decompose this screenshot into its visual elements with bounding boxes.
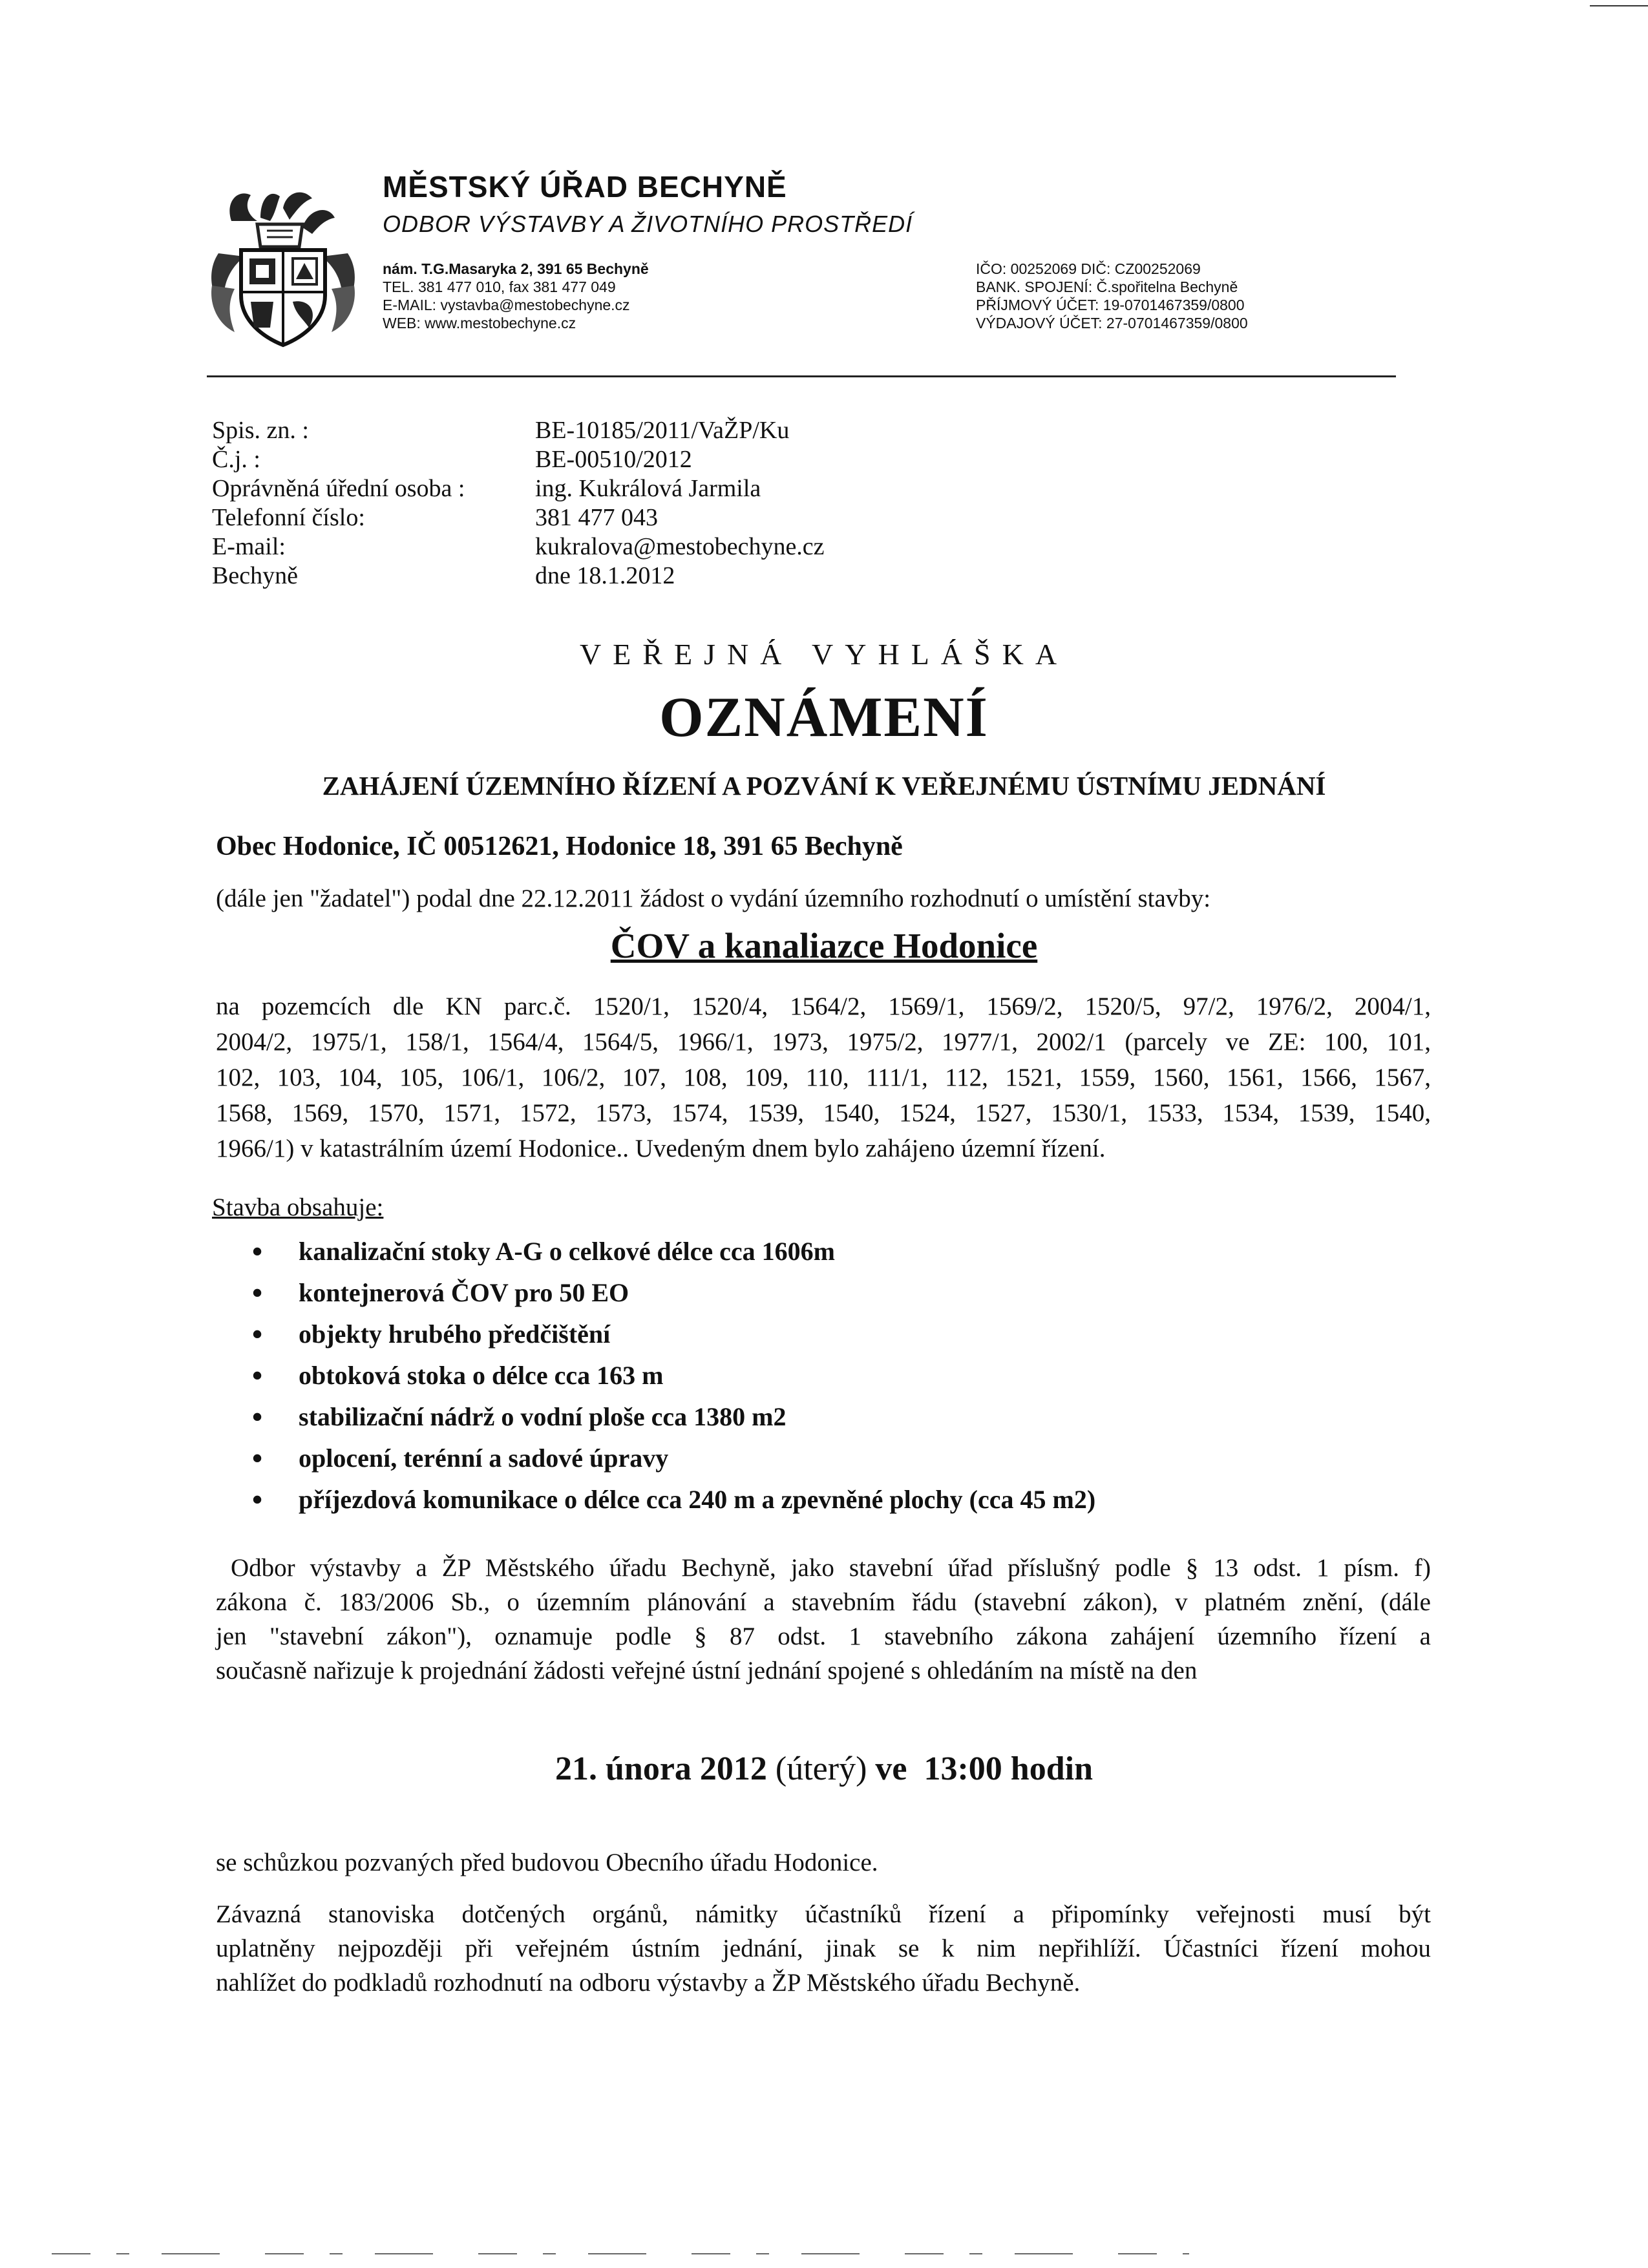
office-phone: TEL. 381 477 010, fax 381 477 049 [383, 278, 616, 295]
hearing-time: 13:00 hodin [924, 1750, 1093, 1787]
scope-item: • oplocení, terénní a sadové úpravy [252, 1442, 1095, 1484]
parcels-paragraph [216, 989, 1431, 1166]
scope-heading: Stavba obsahuje: [212, 1193, 384, 1221]
expense-account: VÝDAJOVÝ ÚČET: 27-0701467359/0800 [976, 315, 1248, 331]
scan-edge-line [1590, 5, 1648, 6]
paragraph-line: nahlížet do podkladů rozhodnutí na odboru výstavby a ŽP Městského úřadu Bechyně. [216, 1969, 1081, 1997]
reference-value: dne 18.1.2012 [535, 562, 675, 589]
scope-item: • stabilizační nádrž o vodní ploše cca 1380 m2 [252, 1401, 1095, 1442]
paragraph-line: jen "stavební zákon"), oznamuje podle § 87 odst. 1 stavebního zákona zahájení územního řízení a [216, 1622, 1431, 1650]
office-address: nám. T.G.Masaryka 2, 391 65 Bechyně [383, 260, 649, 277]
header-divider [207, 375, 1396, 377]
paragraph-line: současně nařizuje k projednání žádosti veřejné ústní jednání spojené s ohledáním na místě na den [216, 1657, 1198, 1685]
reference-label: Bechyně [212, 562, 298, 589]
scope-item: • kanalizační stoky A-G o celkové délce cca 1606m [252, 1235, 1095, 1277]
decision-paragraph [216, 1551, 1431, 1688]
parcels-line: 2004/2, 1975/1, 158/1, 1564/4, 1564/5, 1966/1, 1973, 1975/2, 1977/1, 2002/1 (parcely ve ZE: 100, 101, [216, 1028, 1431, 1056]
scope-item: • obtoková stoka o délce cca 163 m [252, 1360, 1095, 1401]
reference-label: Spis. zn. : [212, 417, 309, 444]
income-account: PŘÍJMOVÝ ÚČET: 19-0701467359/0800 [976, 297, 1245, 313]
paragraph-line: uplatněny nejpozději při veřejném ústním jednání, jinak se k nim nepřihlíží. Účastníci řízení mohou [216, 1935, 1431, 1962]
paragraph-line: Odbor výstavby a ŽP Městského úřadu Bechyně, jako stavební úřad příslušný podle § 13 odst. 1 písm. f) [216, 1554, 1431, 1582]
scope-list [252, 1235, 1095, 1525]
request-text: (dále jen "žadatel") podal dne 22.12.2011 žádost o vydání územního rozhodnutí o umístění stavby: [216, 885, 1211, 912]
scope-item: • objekty hrubého předčištění [252, 1318, 1095, 1360]
hearing-weekday: (úterý) [775, 1750, 867, 1787]
scope-item: • příjezdová komunikace o délce cca 240 m a zpevněné plochy (cca 45 m2) [252, 1484, 1095, 1525]
scope-item: • kontejnerová ČOV pro 50 EO [252, 1277, 1095, 1318]
reference-value: ing. Kukrálová Jarmila [535, 475, 761, 502]
applicant: Obec Hodonice, IČ 00512621, Hodonice 18, 391 65 Bechyně [216, 832, 903, 861]
reference-value: BE-10185/2011/VaŽP/Ku [535, 417, 790, 444]
project-name: ČOV a kanaliazce Hodonice [610, 926, 1038, 965]
office-bank: BANK. SPOJENÍ: Č.spořitelna Bechyně [976, 278, 1238, 295]
office-bank-block [976, 260, 1248, 332]
reference-value: 381 477 043 [535, 504, 658, 531]
document-type: VEŘEJNÁ VYHLÁŠKA [579, 638, 1069, 671]
reference-label: E-mail: [212, 533, 286, 560]
meeting-place: se schůzkou pozvaných před budovou Obecního úřadu Hodonice. [216, 1849, 878, 1876]
document-title: OZNÁMENÍ [659, 686, 989, 749]
parcels-line: na pozemcích dle KN parc.č. 1520/1, 1520/4, 1564/2, 1569/1, 1569/2, 1520/5, 97/2, 1976/2, 2004/1, [216, 992, 1431, 1020]
hearing-connector: ve [875, 1750, 907, 1787]
scan-edge-dashes [52, 2252, 1189, 2255]
office-name: MĚSTSKÝ ÚŘAD BECHYNĚ [383, 170, 787, 204]
coat-of-arms-icon [206, 182, 361, 350]
department-name: ODBOR VÝSTAVBY A ŽIVOTNÍHO PROSTŘEDÍ [383, 211, 913, 237]
paragraph-line: zákona č. 183/2006 Sb., o územním plánování a stavebním řádu (stavební zákon), v platném znění, (dále [216, 1588, 1431, 1616]
parcels-line: 1568, 1569, 1570, 1571, 1572, 1573, 1574, 1539, 1540, 1524, 1527, 1530/1, 1533, 1534, 1539, 1540, [216, 1099, 1431, 1127]
hearing-date: 21. února 2012 [555, 1750, 767, 1787]
reference-value: kukralova@mestobechyne.cz [535, 533, 825, 560]
hearing-datetime [0, 1750, 1648, 1788]
office-ico-dic: IČO: 00252069 DIČ: CZ00252069 [976, 260, 1201, 277]
parcels-line: 102, 103, 104, 105, 106/1, 106/2, 107, 108, 109, 110, 111/1, 112, 1521, 1559, 1560, 1561, 1566, 1567, [216, 1064, 1431, 1091]
office-contact-block [383, 260, 649, 332]
reference-label: Telefonní číslo: [212, 504, 365, 531]
office-email: E-MAIL: vystavba@mestobechyne.cz [383, 297, 630, 313]
objections-paragraph [216, 1897, 1431, 2000]
reference-label: Oprávněná úřední osoba : [212, 475, 465, 502]
office-web: WEB: www.mestobechyne.cz [383, 315, 576, 331]
reference-value: BE-00510/2012 [535, 446, 692, 473]
document-subtitle: ZAHÁJENÍ ÚZEMNÍHO ŘÍZENÍ A POZVÁNÍ K VEŘEJNÉMU ÚSTNÍMU JEDNÁNÍ [322, 771, 1326, 801]
reference-label: Č.j. : [212, 446, 260, 473]
paragraph-line: Závazná stanoviska dotčených orgánů, námitky účastníků řízení a připomínky veřejnosti musí být [216, 1900, 1431, 1928]
parcels-line: 1966/1) v katastrálním území Hodonice.. Uvedeným dnem bylo zahájeno územní řízení. [216, 1135, 1106, 1162]
